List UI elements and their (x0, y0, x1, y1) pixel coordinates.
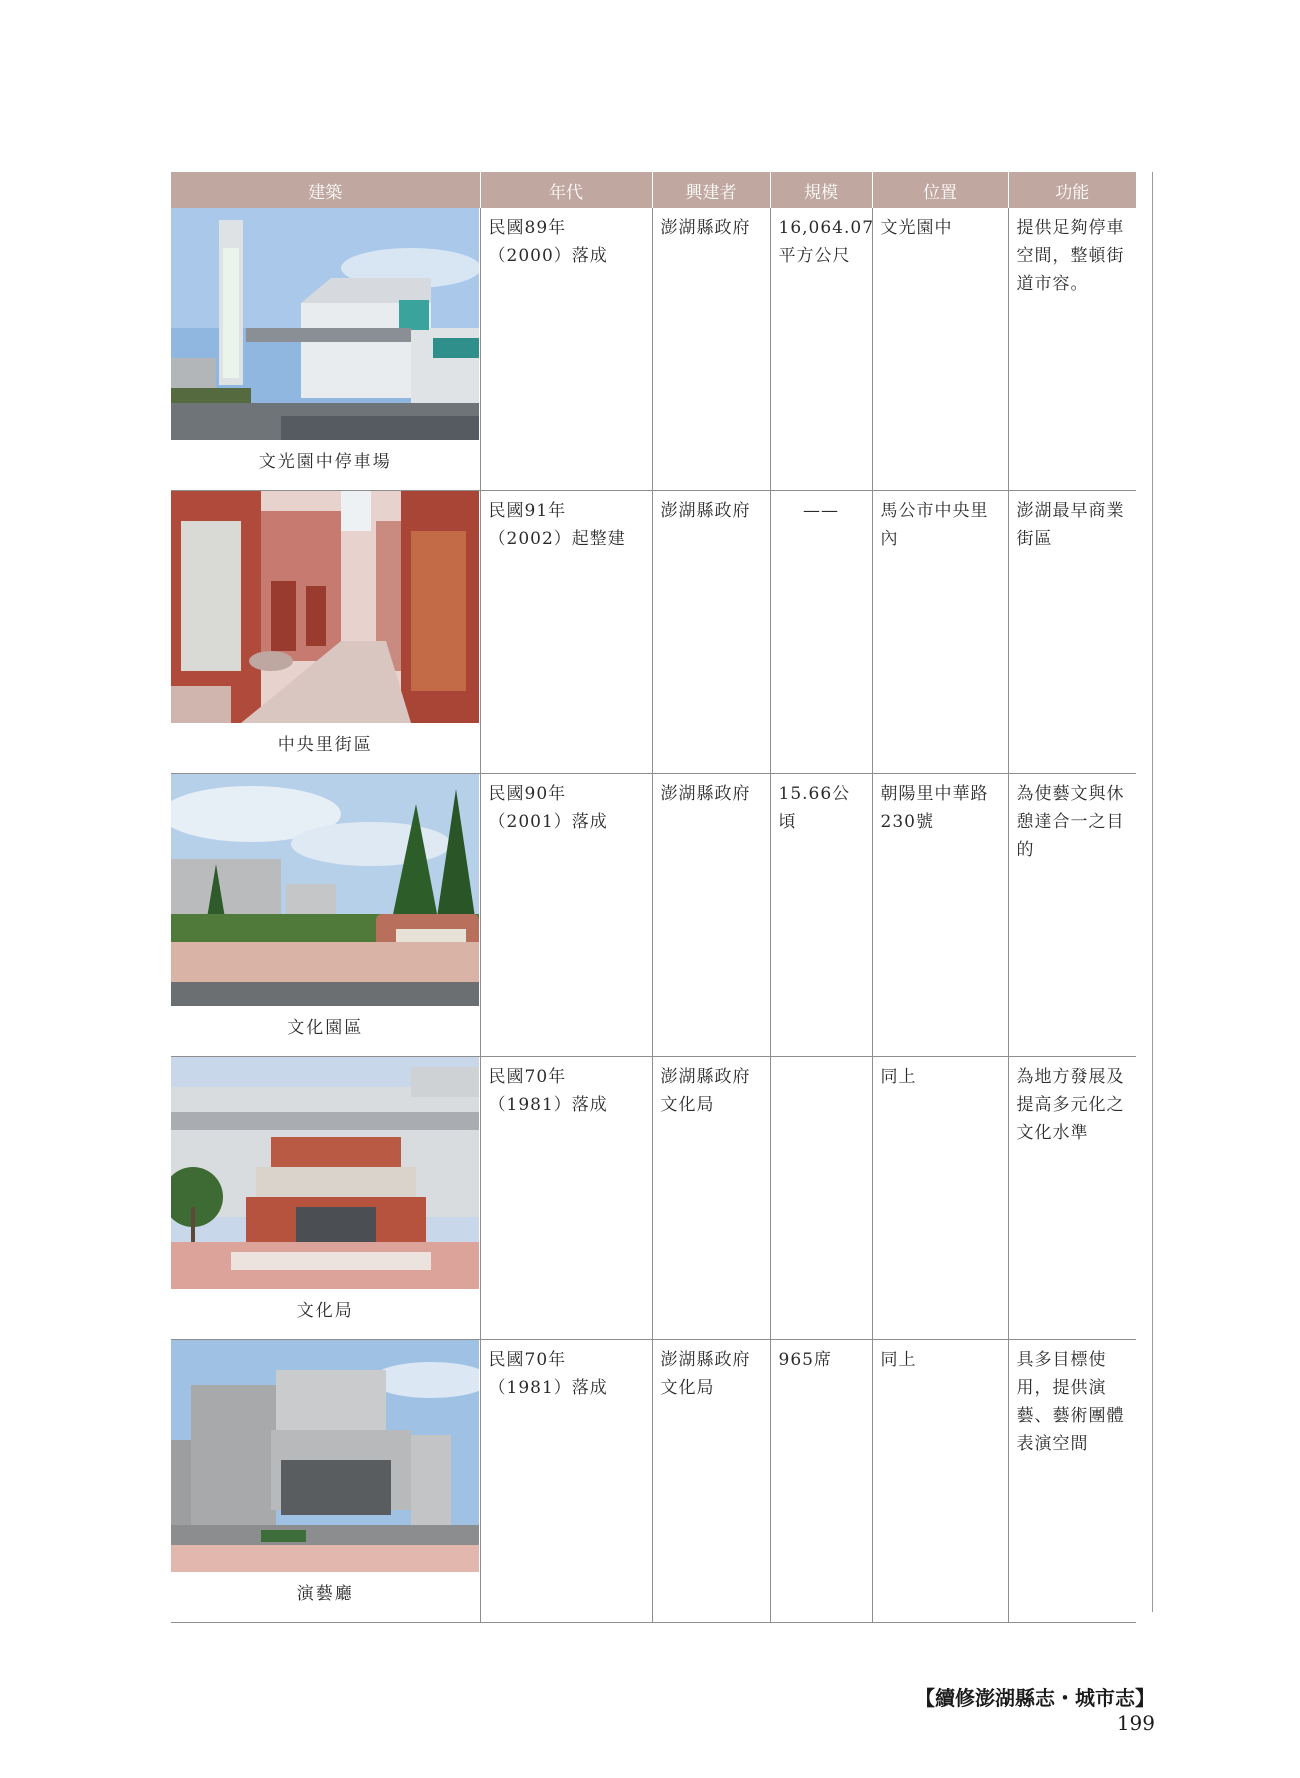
parking-lot-photo (171, 208, 479, 440)
era-cell (480, 208, 652, 491)
function-cell: 具多目標使用，提供演藝、藝術團體表演空間 (1008, 1340, 1136, 1623)
header-location: 位置 (872, 172, 1008, 208)
building-cell (171, 774, 480, 1057)
scale-cell: —— (770, 491, 872, 774)
table-row (171, 208, 1136, 491)
scale-cell (770, 1057, 872, 1340)
location-cell: 同上 (872, 1057, 1008, 1340)
era-line: （1981）落成 (488, 1095, 608, 1115)
page-margin-rule (1152, 172, 1153, 1612)
builder-cell: 澎湖縣政府文化局 (652, 1057, 770, 1340)
buildings-table (171, 172, 1136, 1623)
header-builder: 興建者 (652, 172, 770, 208)
function-cell: 提供足夠停車空間，整頓街道市容。 (1008, 208, 1136, 491)
performance-hall-photo (171, 1340, 479, 1572)
location-cell: 文光園中 (872, 208, 1008, 491)
building-cell (171, 208, 480, 491)
cultural-park-photo (171, 774, 479, 1006)
table-row (171, 1057, 1136, 1340)
location-cell: 馬公市中央里內 (872, 491, 1008, 774)
era-cell (480, 1340, 652, 1623)
era-line: （2001）落成 (488, 812, 608, 832)
era-line: （2002）起整建 (488, 529, 626, 549)
street-photo (171, 491, 479, 723)
function-cell: 為地方發展及提高多元化之文化水準 (1008, 1057, 1136, 1340)
header-function: 功能 (1008, 172, 1136, 208)
page-number: 199 (1116, 1711, 1155, 1735)
scale-cell: 15.66公頃 (770, 774, 872, 1057)
era-cell (480, 774, 652, 1057)
table-row (171, 774, 1136, 1057)
function-cell: 為使藝文與休憩達合一之目的 (1008, 774, 1136, 1057)
location-cell: 同上 (872, 1340, 1008, 1623)
table-header-row (171, 172, 1136, 208)
building-caption: 中央里街區 (277, 735, 373, 755)
era-line: 民國70年 (488, 1067, 567, 1087)
header-building: 建築 (171, 172, 480, 208)
era-line: 民國91年 (488, 501, 567, 521)
table-row (171, 1340, 1136, 1623)
table-row (171, 491, 1136, 774)
building-caption: 文光園中停車場 (258, 452, 392, 472)
era-line: （1981）落成 (488, 1378, 608, 1398)
function-cell: 澎湖最早商業街區 (1008, 491, 1136, 774)
builder-cell: 澎湖縣政府 (652, 774, 770, 1057)
building-caption: 文化局 (296, 1301, 354, 1321)
builder-cell: 澎湖縣政府 (652, 491, 770, 774)
building-cell (171, 1057, 480, 1340)
builder-cell: 澎湖縣政府文化局 (652, 1340, 770, 1623)
era-line: （2000）落成 (488, 246, 608, 266)
era-line: 民國70年 (488, 1350, 567, 1370)
building-cell (171, 1340, 480, 1623)
building-caption: 演藝廳 (296, 1584, 354, 1604)
era-cell (480, 1057, 652, 1340)
era-cell (480, 491, 652, 774)
book-title: 【續修澎湖縣志・城市志】 (915, 1686, 1155, 1710)
scale-cell: 16,064.07平方公尺 (770, 208, 872, 491)
era-line: 民國89年 (488, 218, 567, 238)
scale-cell: 965席 (770, 1340, 872, 1623)
building-cell (171, 491, 480, 774)
era-line: 民國90年 (488, 784, 567, 804)
cultural-bureau-photo (171, 1057, 479, 1289)
building-caption: 文化園區 (287, 1018, 364, 1038)
builder-cell: 澎湖縣政府 (652, 208, 770, 491)
location-cell: 朝陽里中華路230號 (872, 774, 1008, 1057)
header-scale: 規模 (770, 172, 872, 208)
page-footer (880, 1682, 1155, 1735)
header-era: 年代 (480, 172, 652, 208)
